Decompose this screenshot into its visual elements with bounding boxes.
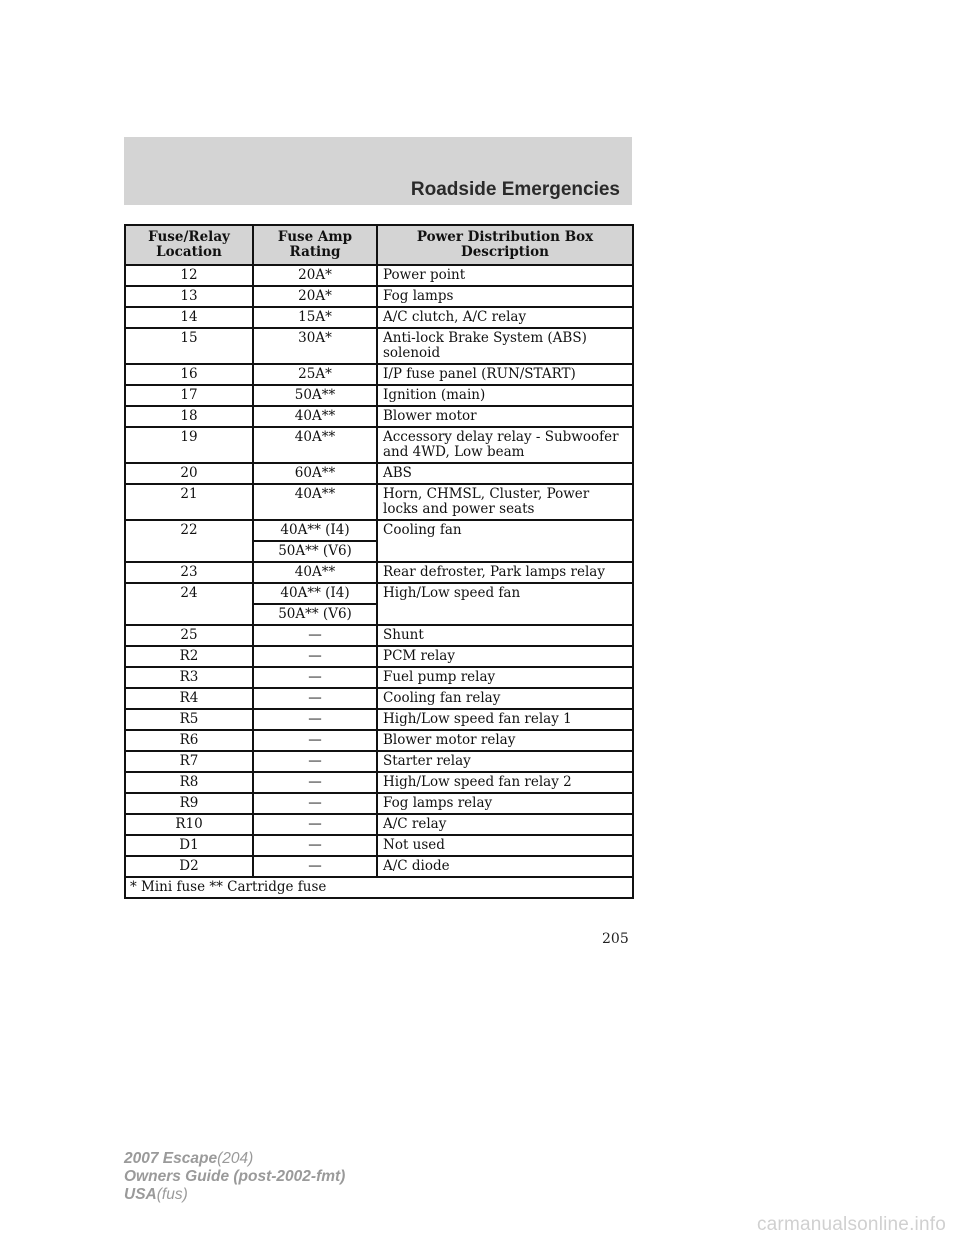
cell-description: A/C clutch, A/C relay [377,307,633,328]
cell-amp-rating: — [253,688,377,709]
cell-amp-rating: 50A** (V6) [253,604,377,625]
cell-amp-rating: 25A* [253,364,377,385]
cell-description: High/Low speed fan relay 1 [377,709,633,730]
cell-amp-rating: — [253,814,377,835]
cell-amp-rating: 40A** [253,562,377,583]
cell-amp-rating: 20A* [253,286,377,307]
watermark: carmanualsonline.info [756,1214,946,1235]
table-row [125,286,633,307]
cell-location: R7 [125,751,253,772]
cell-description: Ignition (main) [377,385,633,406]
cell-location: 13 [125,286,253,307]
table-row [125,406,633,427]
cell-amp-rating: 15A* [253,307,377,328]
footer-market-code: (fus) [156,1186,188,1203]
table-footnote: * Mini fuse ** Cartridge fuse [125,877,633,898]
cell-amp-rating: — [253,730,377,751]
cell-description: High/Low speed fan relay 2 [377,772,633,793]
table-row [125,463,633,484]
table-row [125,772,633,793]
cell-location: R3 [125,667,253,688]
cell-description: Horn, CHMSL, Cluster, Power locks and power seats [377,484,633,520]
cell-description: A/C diode [377,856,633,877]
cell-description: A/C relay [377,814,633,835]
footer-imprint [124,1150,345,1204]
cell-description: Anti-lock Brake System (ABS) solenoid [377,328,633,364]
cell-amp-rating: — [253,793,377,814]
table-header-row [125,225,633,265]
cell-amp-rating: — [253,709,377,730]
cell-amp-rating: — [253,625,377,646]
header-location: Fuse/Relay Location [125,225,253,265]
table-row [125,427,633,463]
cell-description: Power point [377,265,633,286]
cell-location: 21 [125,484,253,520]
table-row [125,484,633,520]
table-row [125,328,633,364]
table-row [125,709,633,730]
cell-amp-rating: 30A* [253,328,377,364]
cell-amp-rating: — [253,646,377,667]
cell-amp-rating: 20A* [253,265,377,286]
cell-description: Fuel pump relay [377,667,633,688]
table-row [125,385,633,406]
cell-amp-rating: 40A** [253,484,377,520]
cell-amp-rating: 50A** [253,385,377,406]
table-row [125,814,633,835]
cell-location: 17 [125,385,253,406]
cell-description: Not used [377,835,633,856]
header-description: Power Distribution Box Description [377,225,633,265]
cell-description: Starter relay [377,751,633,772]
cell-location: R2 [125,646,253,667]
cell-location: R8 [125,772,253,793]
footnote-row [125,877,633,898]
table-row [125,835,633,856]
fuse-table [124,224,634,899]
cell-description: Cooling fan relay [377,688,633,709]
header-amp-rating: Fuse Amp Rating [253,225,377,265]
cell-description: High/Low speed fan [377,583,633,625]
table-row [125,856,633,877]
cell-description: Rear defroster, Park lamps relay [377,562,633,583]
cell-location: 16 [125,364,253,385]
footer-model: 2007 Escape [124,1150,218,1167]
table-row [125,265,633,286]
table-row [125,688,633,709]
cell-location: R5 [125,709,253,730]
cell-location: 18 [125,406,253,427]
cell-description: Cooling fan [377,520,633,562]
cell-location: 24 [125,583,253,625]
cell-description: PCM relay [377,646,633,667]
table-row [125,751,633,772]
section-header-band [124,137,632,205]
cell-location: 25 [125,625,253,646]
cell-amp-rating: — [253,751,377,772]
table-row [125,562,633,583]
cell-amp-rating: 50A** (V6) [253,541,377,562]
cell-amp-rating: 40A** [253,427,377,463]
table-row [125,793,633,814]
cell-location: 19 [125,427,253,463]
cell-description: Accessory delay relay - Subwoofer and 4WD, Low beam [377,427,633,463]
table-row [125,364,633,385]
cell-location: 22 [125,520,253,562]
cell-location: 15 [125,328,253,364]
cell-amp-rating: — [253,856,377,877]
footer-model-code: (204) [217,1150,254,1167]
cell-location: R9 [125,793,253,814]
table-row [125,307,633,328]
cell-description: I/P fuse panel (RUN/START) [377,364,633,385]
cell-location: 23 [125,562,253,583]
cell-location: 20 [125,463,253,484]
section-title: Roadside Emergencies [410,179,620,200]
fuse-table-body [125,265,633,877]
cell-description: Fog lamps [377,286,633,307]
cell-location: R6 [125,730,253,751]
cell-description: ABS [377,463,633,484]
table-row [125,520,633,541]
page-number: 205 [602,931,629,947]
table-row [125,583,633,604]
table-row [125,625,633,646]
cell-description: Blower motor relay [377,730,633,751]
table-row [125,730,633,751]
cell-amp-rating: 40A** (I4) [253,583,377,604]
cell-amp-rating: 40A** (I4) [253,520,377,541]
cell-location: R10 [125,814,253,835]
table-row [125,646,633,667]
cell-location: D2 [125,856,253,877]
cell-amp-rating: — [253,667,377,688]
cell-location: R4 [125,688,253,709]
cell-location: 14 [125,307,253,328]
cell-location: 12 [125,265,253,286]
cell-amp-rating: — [253,835,377,856]
cell-description: Shunt [377,625,633,646]
table-row [125,667,633,688]
cell-amp-rating: 60A** [253,463,377,484]
cell-amp-rating: 40A** [253,406,377,427]
cell-location: D1 [125,835,253,856]
footer-guide: Owners Guide (post-2002-fmt) [124,1168,346,1185]
cell-description: Fog lamps relay [377,793,633,814]
cell-description: Blower motor [377,406,633,427]
cell-amp-rating: — [253,772,377,793]
footer-market: USA [124,1186,157,1203]
